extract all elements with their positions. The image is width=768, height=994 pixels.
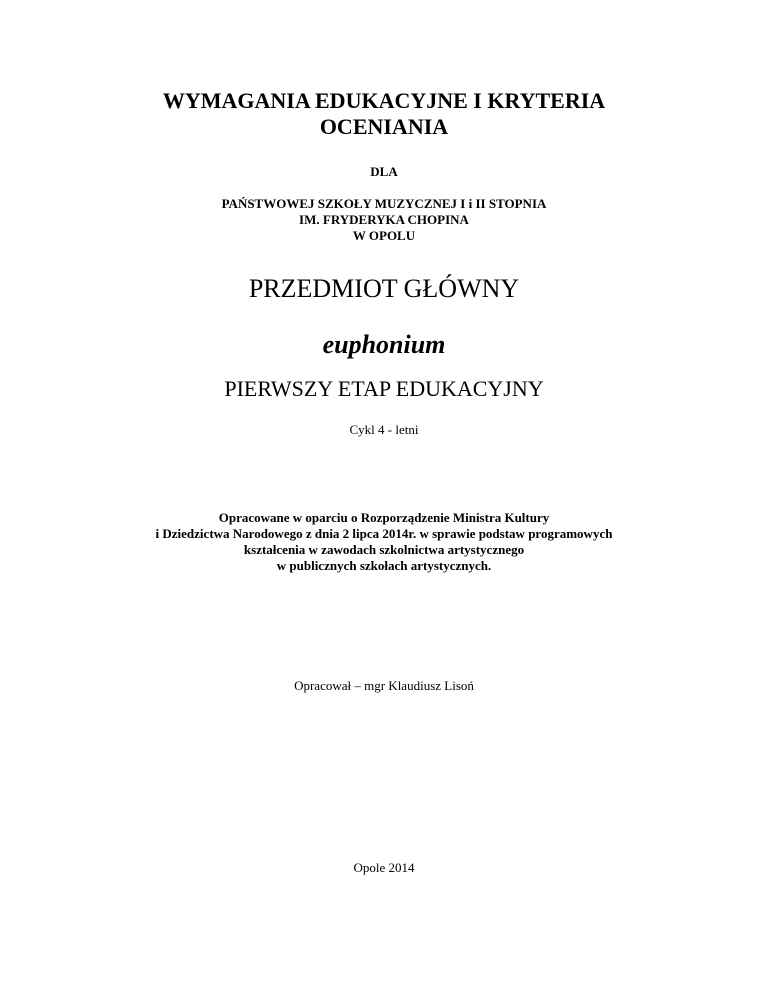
school-name-line2: IM. FRYDERYKA CHOPINA [299,212,469,227]
legal-basis-line2: i Dziedzictwa Narodowego z dnia 2 lipca 2014r. w sprawie podstaw programowych [155,526,613,541]
document-title-line2: OCENIANIA [319,114,449,139]
legal-basis-line4: w publicznych szkołach artystycznych. [276,558,492,573]
subject-heading: PRZEDMIOT GŁÓWNY [248,274,520,303]
school-name-line3: W OPOLU [352,228,416,243]
instrument-name: euphonium [322,330,446,359]
legal-basis-line3: kształcenia w zawodach szkolnictwa artystycznego [243,542,525,557]
place-and-year: Opole 2014 [353,860,415,875]
document-title-line1: WYMAGANIA EDUKACYJNE I KRYTERIA [162,88,606,113]
legal-basis-line1: Opracowane w oparciu o Rozporządzenie Ministra Kultury [218,510,550,525]
education-stage: PIERWSZY ETAP EDUKACYJNY [224,376,544,401]
cycle-length: Cykl 4 - letni [349,422,419,437]
school-name-line1: PAŃSTWOWEJ SZKOŁY MUZYCZNEJ I i II STOPNIA [221,196,547,211]
for-label: DLA [370,164,398,179]
author-credit: Opracował – mgr Klaudiusz Lisoń [294,678,474,693]
